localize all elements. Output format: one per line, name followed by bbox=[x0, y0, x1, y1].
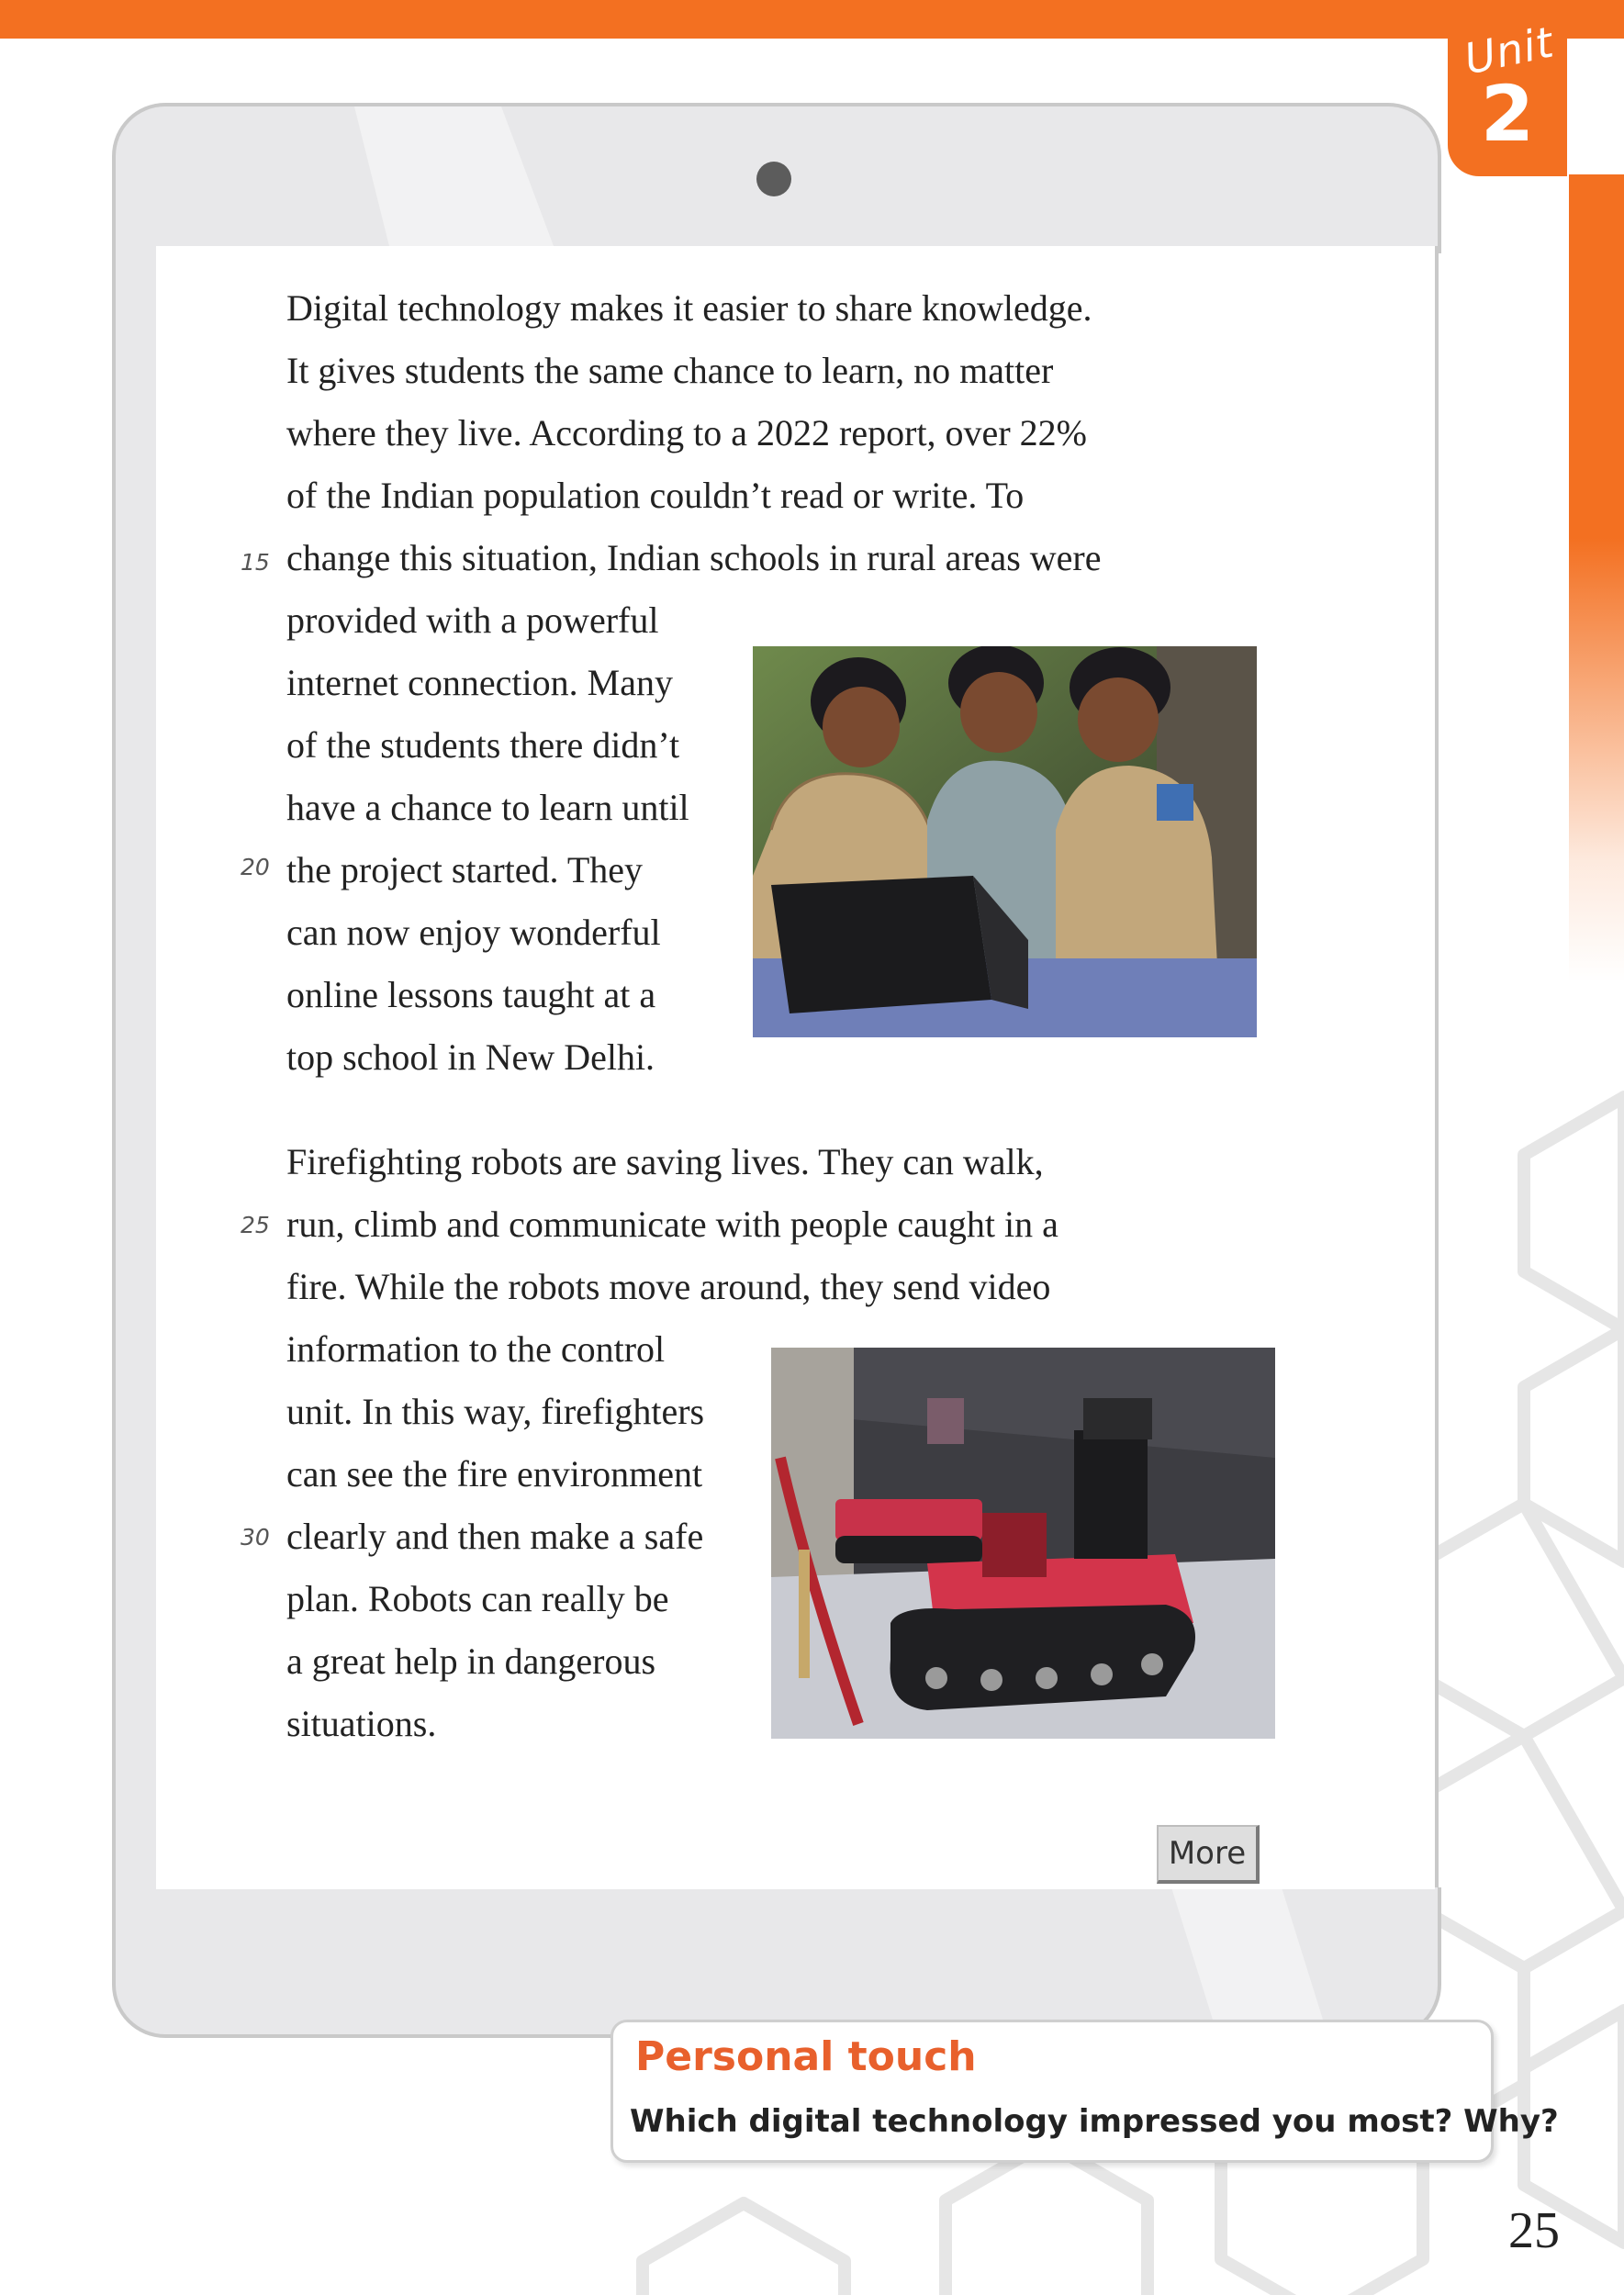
unit-label: Unit bbox=[1460, 17, 1559, 84]
text-line: provided with a powerful bbox=[286, 599, 659, 641]
firefighting-robot-photo bbox=[771, 1348, 1275, 1739]
text-line: It gives students the same chance to learn, no matter bbox=[286, 350, 1054, 391]
unit-tab bbox=[1448, 0, 1567, 176]
page-number: 25 bbox=[1508, 2202, 1560, 2259]
text-line: of the students there didn’t bbox=[286, 724, 680, 766]
text-line: information to the control bbox=[286, 1328, 666, 1370]
tablet-left-bezel bbox=[112, 246, 160, 1889]
text-line: fire. While the robots move around, they send video bbox=[286, 1266, 1051, 1307]
text-line: Firefighting robots are saving lives. They can walk, bbox=[286, 1141, 1044, 1182]
line-number-25: 25 bbox=[241, 1212, 270, 1238]
students-laptop-photo bbox=[753, 646, 1257, 1037]
text-line: top school in New Delhi. bbox=[286, 1036, 655, 1078]
tablet-top-bezel bbox=[112, 103, 1441, 253]
line-number-20: 20 bbox=[241, 854, 270, 880]
personal-touch-box bbox=[610, 2020, 1559, 2163]
text-line: Digital technology makes it easier to share knowledge. bbox=[286, 287, 1092, 329]
text-line: run, climb and communicate with people caught in a bbox=[286, 1203, 1058, 1245]
text-line: plan. Robots can really be bbox=[286, 1578, 669, 1619]
text-line: where they live. According to a 2022 report, over 22% bbox=[286, 412, 1087, 453]
tablet-right-edge bbox=[1435, 246, 1439, 1889]
text-line: of the Indian population couldn’t read or write. To bbox=[286, 475, 1025, 516]
text-line: the project started. They bbox=[286, 849, 644, 890]
text-line: can now enjoy wonderful bbox=[286, 912, 661, 953]
side-color-strip bbox=[1569, 174, 1624, 982]
line-number-15: 15 bbox=[241, 549, 270, 576]
personal-touch-question: Which digital technology impressed you most? Why? bbox=[630, 2103, 1559, 2140]
line-number-30: 30 bbox=[241, 1524, 270, 1551]
tablet-bottom-bezel bbox=[112, 1887, 1441, 2038]
text-line: internet connection. Many bbox=[286, 662, 673, 703]
text-line: have a chance to learn until bbox=[286, 787, 689, 828]
more-button[interactable]: More bbox=[1157, 1825, 1260, 1884]
text-line: can see the fire environment bbox=[286, 1453, 703, 1495]
top-banner bbox=[0, 0, 1624, 39]
text-line: online lessons taught at a bbox=[286, 974, 656, 1015]
unit-number: 2 bbox=[1480, 69, 1535, 159]
text-line: unit. In this way, firefighters bbox=[286, 1391, 705, 1432]
text-line: a great help in dangerous bbox=[286, 1640, 656, 1682]
camera-icon bbox=[756, 162, 791, 196]
text-line: situations. bbox=[286, 1703, 437, 1744]
personal-touch-title: Personal touch bbox=[635, 2033, 977, 2080]
text-line: change this situation, Indian schools in rural areas were bbox=[286, 537, 1102, 578]
text-line: clearly and then make a safe bbox=[286, 1516, 704, 1557]
